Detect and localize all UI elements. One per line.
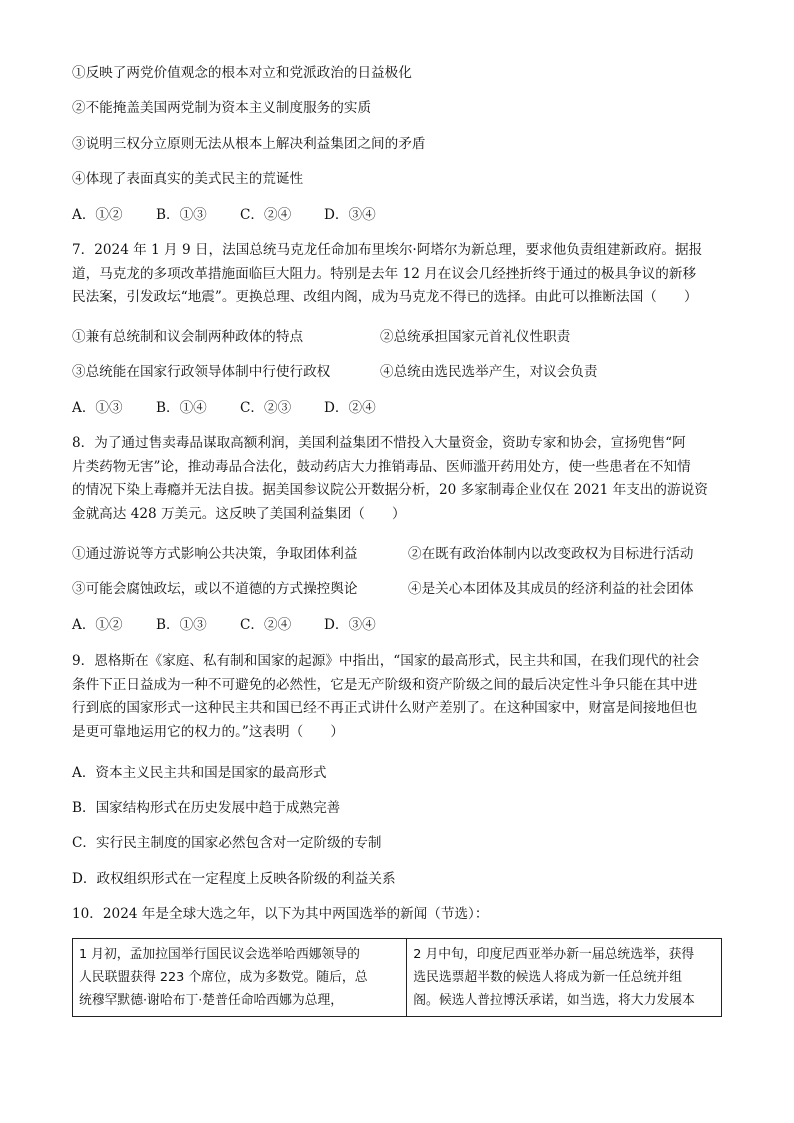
q7-item-2: ②总统承担国家元首礼仪性职责 [380, 329, 571, 345]
q9-stem-line: 行到底的国家形式一这种民主共和国已经不再正式讲什么财产差别了。在这种国家中，财富是间接地但也 [72, 700, 698, 716]
news-indonesia [407, 939, 722, 1017]
q8-option-c[interactable]: C．②④ [240, 617, 292, 633]
q8-stem-line: 的情况下染上毒瘾并无法自拔。据美国参议院公开数据分析，20 多家制毒企业仅在 2021 年支出的游说资 [72, 482, 708, 498]
q9-stem-line: 条件下正日益成为一种不可避免的必然性，它是无产阶级和资产阶级之间的最后决定性斗争只能在其中进 [72, 676, 698, 693]
news-line: 1 月初，孟加拉国举行国民议会选举哈西娜领导的 [79, 947, 360, 962]
q6-item-2: ②不能掩盖美国两党制为资本主义制度服务的实质 [72, 100, 372, 116]
q7-option-a[interactable]: A．①③ [72, 400, 123, 416]
q8-item-2: ②在既有政治体制内以改变政权为目标进行活动 [408, 546, 694, 562]
q8-option-b[interactable]: B．①③ [156, 617, 207, 633]
q6-option-b[interactable]: B．①③ [156, 207, 207, 223]
q7-stem-line: 道，马克龙的多项改革措施面临巨大阻力。特别是去年 12 月在议会几经挫折终于通过的极具争议的新移 [72, 265, 697, 282]
q9-stem [72, 650, 724, 744]
q9-stem-line: 9．恩格斯在《家庭、私有制和国家的起源》中指出，“国家的最高形式，民主共和国，在我们现代的社会 [72, 653, 700, 669]
q8-option-d[interactable]: D．③④ [324, 617, 376, 633]
q9-option-b[interactable]: B．国家结构形式在历史发展中趋于成熟完善 [72, 800, 341, 816]
news-line: 阁。候选人普拉博沃承诺，如当选，将大力发展本 [413, 993, 695, 1008]
q8-options [72, 616, 376, 634]
q9-option-d[interactable]: D．政权组织形式在一定程度上反映各阶级的利益关系 [72, 871, 396, 887]
q9-stem-line: 是更可靠地运用它的权力的。”这表明（ ） [72, 723, 345, 740]
q8-items-row-1 [72, 545, 724, 563]
q8-stem-line: 片类药物无害”论，推动毒品合法化，鼓动药店大力推销毒品、医师滥开药用处方，使一些患者在不知情 [72, 458, 691, 475]
q6-option-c[interactable]: C．②④ [240, 207, 292, 223]
q7-stem-line: 民法案，引发政坛“地震”。更换总理、改组内阁，成为马克龙不得已的选择。由此可以推断法国（ ） [72, 289, 698, 305]
q6-options [72, 206, 376, 224]
q7-option-d[interactable]: D．②④ [324, 400, 376, 416]
q9-option-a[interactable]: A．资本主义民主共和国是国家的最高形式 [72, 765, 327, 781]
news-line: 统穆罕默德·谢哈布丁·楚普任命哈西娜为总理， [79, 993, 344, 1008]
q7-options [72, 399, 376, 417]
q7-stem-line: 7．2024 年 1 月 9 日，法国总统马克龙任命加布里埃尔·阿塔尔为新总理，要求他负责组建新政府。据报 [72, 242, 703, 258]
q7-item-4: ④总统由选民选举产生，对议会负责 [380, 364, 598, 380]
q8-stem-line: 金就高达 428 万美元。这反映了美国利益集团（ ） [72, 505, 406, 522]
q9-option-c[interactable]: C．实行民主制度的国家必然包含对一定阶级的专制 [72, 835, 382, 851]
q7-items-row-2 [72, 363, 724, 381]
q10-stem: 10．2024 年是全球大选之年，以下为其中两国选举的新闻（节选）： [72, 906, 489, 922]
q8-items-row-2 [72, 580, 724, 598]
q7-option-b[interactable]: B．①④ [156, 400, 207, 416]
news-line: 人民联盟获得 223 个席位，成为多数党。随后，总 [79, 970, 368, 985]
q6-item-4: ④体现了表面真实的美式民主的荒诞性 [72, 171, 304, 187]
q7-option-c[interactable]: C．②③ [240, 400, 292, 416]
q8-item-4: ④是关心本团体及其成员的经济利益的社会团体 [408, 581, 694, 597]
q7-stem [72, 239, 724, 310]
q6-option-d[interactable]: D．③④ [324, 207, 376, 223]
news-bangladesh [73, 939, 407, 1017]
q6-option-a[interactable]: A．①② [72, 207, 123, 223]
q7-item-1: ①兼有总统制和议会制两种政体的特点 [72, 329, 304, 345]
q7-item-3: ③总统能在国家行政领导体制中行使行政权 [72, 364, 331, 380]
q8-stem-line: 8．为了通过售卖毒品谋取高额利润，美国利益集团不惜投入大量资金，资助专家和协会，宣扬兜售“阿 [72, 435, 686, 451]
q10-news-table [72, 938, 722, 1017]
q6-item-3: ③说明三权分立原则无法从根本上解决利益集团之间的矛盾 [72, 136, 426, 152]
q8-item-3: ③可能会腐蚀政坛，或以不道德的方式操控舆论 [72, 581, 358, 597]
q8-stem [72, 432, 724, 526]
q7-items-row-1 [72, 328, 724, 346]
news-line: 选民选票超半数的候选人将成为新一任总统并组 [413, 970, 682, 985]
q6-item-1: ①反映了两党价值观念的根本对立和党派政治的日益极化 [72, 65, 412, 81]
news-line: 2 月中旬，印度尼西亚举办新一届总统选举，获得 [413, 947, 695, 962]
q8-item-1: ①通过游说等方式影响公共决策，争取团体利益 [72, 546, 358, 562]
q8-option-a[interactable]: A．①② [72, 617, 123, 633]
